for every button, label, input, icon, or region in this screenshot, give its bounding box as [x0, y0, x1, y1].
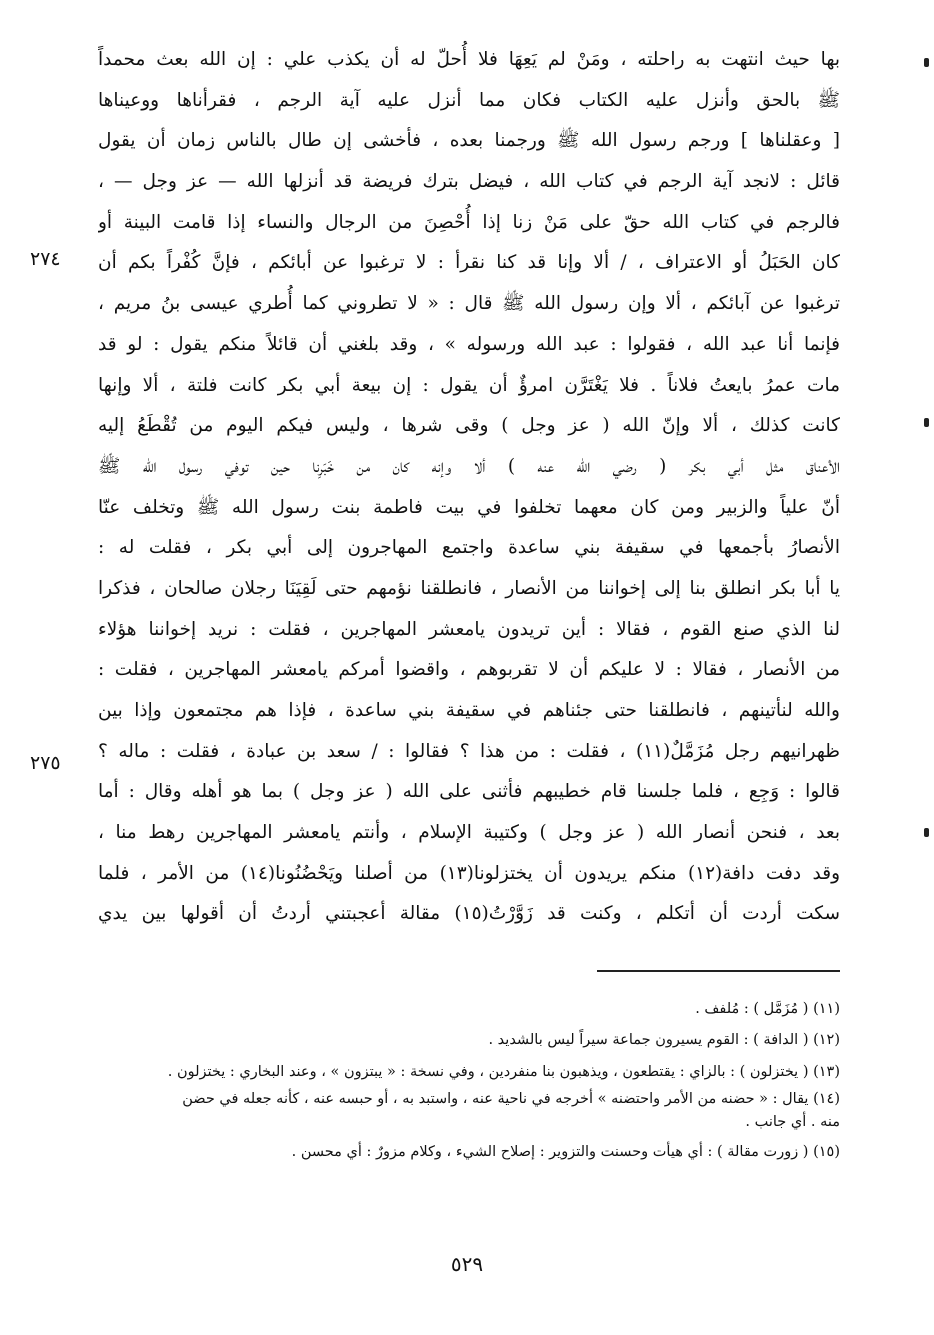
margin-page-marker: ٢٧٥: [30, 752, 61, 774]
footnote-13: (١٣) ( يختزلون ) : بالزاي : يقتطعون ، ويذهبون بنا منفردين ، وفي نسخة : « يبتزون » ، وعند البخاري : يختزلون .: [167, 1064, 840, 1080]
page-number: ٥٢٩: [450, 1252, 484, 1276]
margin-page-marker: ٢٧٤: [30, 248, 61, 270]
text-line-8: فإنما أنا عبد الله ، فقولوا : عبد الله ورسوله » ، وقد بلغني أن قائلاً منكم يقول : لو قد: [98, 333, 840, 355]
text-line-1: بها حيث انتهت به راحلته ، ومَنْ لم يَعِهَا فلا أُحلّ له أن يكذب علي : إن الله بعث محمداً: [98, 49, 840, 70]
text-line-14: يا أبا بكر انطلق بنا إلى إخواننا من الأنصار ، فانطلقنا نؤمهم حتى لَقِيَنَا رجلان صالحان ، فذكرا: [98, 577, 840, 599]
scan-edge-mark: [924, 418, 929, 427]
footnote-11: (١١) ( مُزَمَّل ) : مُلفف .: [695, 1001, 840, 1017]
footnotes: [98, 990, 840, 1164]
text-line-3: [ وعقلناها ] ورجم رسول الله ﷺ ورجمنا بعده ، فأخشى إن طال بالناس زمان أن يقول: [98, 130, 840, 152]
text-line-12: أنّ علياً والزبير ومن كان معهما تخلفوا في بيت فاطمة بنت رسول الله ﷺ وتخلف عنّا: [98, 496, 840, 518]
text-line-4: قائل : لانجد آية الرجم في كتاب الله ، فيضل بترك فريضة قد أنزلها الله — عز وجل — ،: [98, 171, 840, 193]
footnote-15: (١٥) ( زورت مقالة ) : أي هيأت وحسنت والتزوير : إصلاح الشيء ، وكلام مزورٌ : أي محسن .: [291, 1143, 840, 1160]
text-line-10: كانت كذلك ، ألا وإنّ الله ( عز وجل ) وقى شرها ، وليس فيكم اليوم من تُقْطَعُ إليه: [98, 415, 840, 437]
text-line-19: قالوا : وَجِع ، فلما جلسنا قام خطيبهم فأثنى على الله ( عز وجل ) بما هو أهله وقال : أما: [98, 781, 840, 803]
text-line-11: الأعناق مثل أبي بكر ( رضي الله عنه ) ألا وإنه كان من خَبَرِنا حين توفي رسول الله ﷺ: [98, 455, 840, 477]
text-line-7: ترغبوا عن آبائكم ، ألا وإن رسول الله ﷺ قال : « لا تطروني كما أُطري عيسى بنُ مريم ،: [98, 293, 840, 315]
text-line-17: والله لنأتينهم ، فانطلقنا حتى جئناهم في سقيفة بني ساعدة ، فإذا هم مجتمعون وإذا بين: [98, 700, 840, 721]
text-line-20: بعد ، فنحن أنصار الله ( عز وجل ) وكتيبة الإسلام ، وأنتم يامعشر المهاجرين رهط منا ،: [98, 822, 840, 844]
text-line-9: مات عمرُ بايعتُ فلاناً . فلا يَغْتَرَّن امرؤٌ أن يقول : إن بيعة أبي بكر كانت فلتة ، ألا وإنها: [98, 374, 840, 396]
text-line-22: سكت أردت أن أتكلم ، وكنت قد زَوَّرْتُ(١٥) مقالة أعجبتني أردتُ أن أقولها بين يدي: [98, 903, 840, 925]
text-line-6: كان الحَبَلُ أو الاعتراف ، / ألا وإنا قد كنا نقرأ : لا ترغبوا عن أبائكم ، فإنَّ كُفْراً بكم أن: [98, 252, 840, 274]
text-line-16: من الأنصار ، فقالا : لا عليكم أن لا تقربوهم ، واقضوا أمركم يامعشر المهاجرين ، فقلت :: [98, 659, 840, 681]
text-line-2: ﷺ بالحق وأنزل عليه الكتاب فكان مما أنزل عليه آية الرجم ، فقرأناها ووعيناها: [98, 89, 840, 111]
footnote-separator: [597, 970, 840, 972]
text-line-18: ظهرانيهم رجل مُزَمَّلٌ(١١) ، فقلت : من هذا ؟ فقالوا : / سعد بن عبادة ، فقلت : ماله ؟: [98, 740, 840, 762]
text-line-5: فالرجم في كتاب الله حقّ على مَنْ زنا إذا أُحْصِنَ من الرجال والنساء إذا قامت البينة أو: [98, 211, 840, 233]
text-line-13: الأنصارُ بأجمعها في سقيفة بني ساعدة واجتمع المهاجرون إلى أبي بكر ، فقلت له :: [98, 537, 840, 559]
scan-edge-mark: [924, 58, 929, 67]
main-text: [98, 40, 840, 935]
text-line-15: لنا الذي صنع القوم ، فقالا : أين تريدون يامعشر المهاجرين ، فقلت : نريد إخواننا هؤلاء: [98, 618, 840, 640]
footnote-14: (١٤) يقال : « حضنه من الأمر واحتضنه » أخرجه في ناحية عنه ، واستبد به ، أو حبسه عنه ، كأنه جعله في حضن: [182, 1090, 840, 1107]
scan-edge-mark: [924, 828, 929, 837]
text-line-21: وقد دفت دافة(١٢) منكم يريدون أن يختزلونا(١٣) من أصلنا ويَحْضُنُونا(١٤) من الأمر ، فلما: [98, 862, 840, 884]
footnote-14-continued: منه . أي جانب .: [745, 1114, 840, 1130]
footnote-12: (١٢) ( الدافة ) : القوم يسيرون جماعة سيراً ليس بالشديد .: [488, 1031, 840, 1048]
